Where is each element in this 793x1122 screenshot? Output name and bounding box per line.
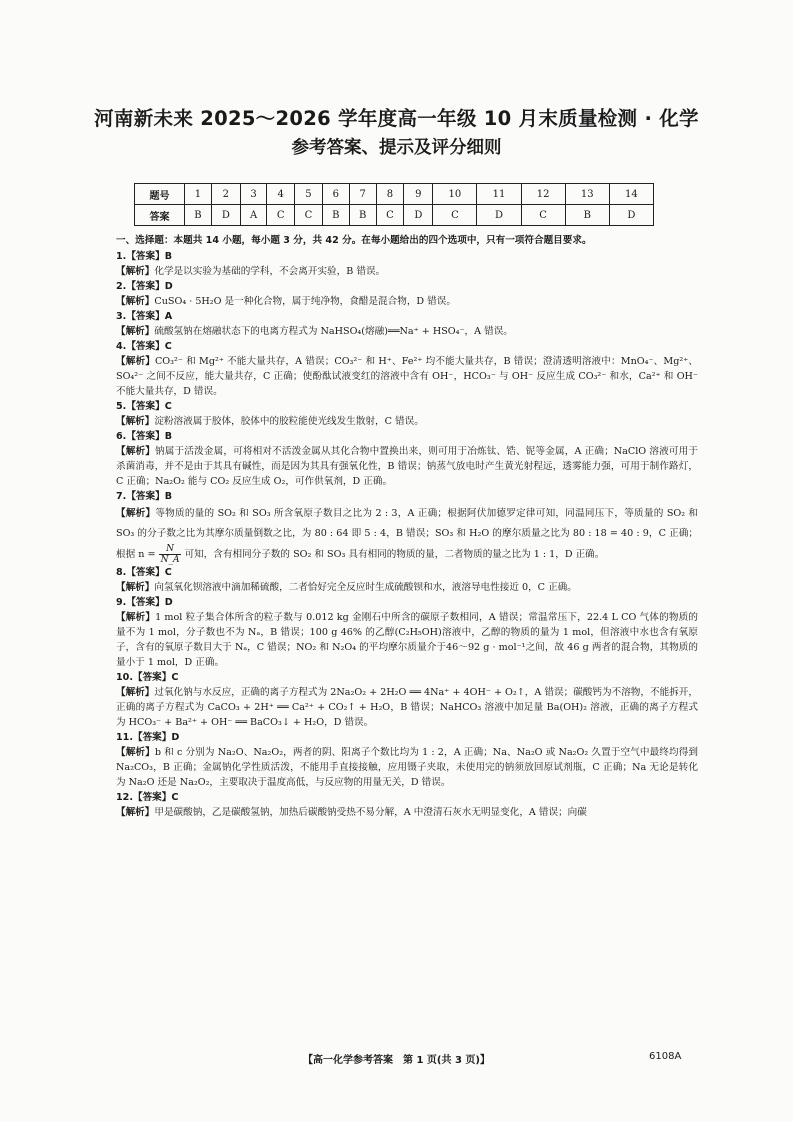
analysis-paragraph (116, 504, 698, 565)
qnum-cell: 10 (433, 184, 477, 205)
analysis-tag: 【解析】 (116, 356, 155, 367)
qnum-cell: 9 (404, 184, 433, 205)
answer-cell: D (211, 205, 240, 226)
qnum-cell: 8 (376, 184, 404, 205)
question-number-row (135, 184, 654, 205)
analysis-text: 向氢氧化钡溶液中滴加稀硫酸，二者恰好完全反应时生成硫酸钡和水，液溶导电性接近 0，C 正确。 (154, 582, 577, 593)
explanations (116, 249, 698, 820)
qnum-cell: 7 (349, 184, 376, 205)
answer-line: 3.【答案】A (116, 311, 173, 322)
answer-cell: B (349, 205, 376, 226)
analysis-text: 甲是碳酸钠，乙是碳酸氢钠，加热后碳酸钠受热不易分解，A 中澄清石灰水无明显变化，A 错误；向碳 (154, 807, 587, 818)
analysis-tag: 【解析】 (116, 807, 155, 818)
qnum-cell: 11 (477, 184, 521, 205)
answer-cell: D (609, 205, 653, 226)
answer-line: 12.【答案】C (116, 792, 179, 803)
analysis-text: 化学是以实验为基础的学科，不会离开实验，B 错误。 (154, 266, 386, 277)
qnum-cell: 12 (521, 184, 565, 205)
answer-cell: B (185, 205, 212, 226)
answer-line: 1.【答案】B (116, 251, 173, 262)
qnum-cell: 14 (609, 184, 653, 205)
answer-line: 8.【答案】C (116, 567, 172, 578)
fraction-numerator: N (159, 544, 182, 555)
answer-line: 5.【答案】C (116, 401, 172, 412)
fraction-denominator: N_A (160, 555, 180, 565)
analysis-text-continued: 可知，含有相同分子数的 SO₂ 和 SO₃ 具有相同的物质的量，二者物质的量之比为 1 : 1，D 正确。 (181, 549, 605, 560)
analysis-paragraph (116, 414, 698, 429)
qnum-cell: 13 (565, 184, 609, 205)
analysis-text: CuSO₄ · 5H₂O 是一种化合物，属于纯净物，食醋是混合物，D 错误。 (154, 296, 456, 307)
answer-line: 2.【答案】D (116, 281, 173, 292)
analysis-text: 等物质的量的 SO₂ 和 SO₃ 所含氧原子数目之比为 2 : 3，A 正确；根据阿伏加德罗定律可知，同温同压下，等质量的 SO₂ 和 SO₃ 的分子数之比为其摩尔质量倒数之比，为 80 : 64 即 5 : 4，B 错误；SO₃ 和 H₂O 的摩尔质量之比为 80 : 18 = 40 : 9，C 正确；根据 n = (116, 508, 698, 560)
analysis-paragraph (116, 580, 698, 595)
answer-cell: C (295, 205, 323, 226)
analysis-paragraph (116, 444, 698, 489)
answer-line: 7.【答案】B (116, 491, 173, 502)
analysis-tag: 【解析】 (116, 326, 155, 337)
answer-cell: C (433, 205, 477, 226)
answer-row (135, 205, 654, 226)
analysis-tag: 【解析】 (116, 687, 155, 698)
qnum-cell: 5 (295, 184, 323, 205)
page-title: 河南新未来 2025～2026 学年度高一年级 10 月末质量检测 · 化学 (94, 107, 699, 130)
answer-cell: B (565, 205, 609, 226)
analysis-tag: 【解析】 (116, 508, 156, 519)
answer-cell: D (477, 205, 521, 226)
analysis-paragraph (116, 354, 698, 399)
analysis-paragraph (116, 745, 698, 790)
analysis-tag: 【解析】 (116, 416, 155, 427)
answer-cell: B (322, 205, 349, 226)
analysis-tag: 【解析】 (116, 446, 156, 457)
analysis-text: 淀粉溶液属于胶体，胶体中的胶粒能使光线发生散射，C 错误。 (154, 416, 424, 427)
fraction (159, 544, 182, 565)
analysis-paragraph (116, 685, 698, 730)
answer-line: 9.【答案】D (116, 597, 173, 608)
answer-line: 4.【答案】C (116, 341, 172, 352)
row-label-answer: 答案 (135, 205, 185, 226)
analysis-text: 钠属于活泼金属，可将相对不活泼金属从其化合物中置换出来，则可用于冶炼钛、锆、铌等金属，A 正确；NaClO 溶液可用于杀菌消毒，并不是由于其具有碱性，而是因为其具有强氧化性，B 错误；钠蒸气放电时产生黄光射程远，透雾能力强，可用于制作路灯，C 正确；Na₂O₂ 能与 CO₂ 反应生成 O₂，可作供氧剂，D 正确。 (116, 446, 698, 487)
page-subtitle: 参考答案、提示及评分细则 (291, 138, 502, 158)
answer-cell: C (521, 205, 565, 226)
answer-line: 10.【答案】C (116, 672, 179, 683)
answer-cell: C (376, 205, 404, 226)
analysis-paragraph (116, 805, 698, 820)
analysis-tag: 【解析】 (116, 582, 155, 593)
analysis-paragraph (116, 324, 698, 339)
analysis-text: 硫酸氢钠在熔融状态下的电离方程式为 NaHSO₄(熔融)══Na⁺ + HSO₄⁻，A 错误。 (154, 326, 513, 337)
analysis-paragraph (116, 610, 698, 670)
qnum-cell: 1 (185, 184, 212, 205)
answer-cell: A (240, 205, 266, 226)
answer-line: 11.【答案】D (116, 732, 180, 743)
analysis-paragraph (116, 294, 698, 309)
qnum-cell: 3 (240, 184, 266, 205)
analysis-text: CO₃²⁻ 和 Mg²⁺ 不能大量共存，A 错误；CO₃²⁻ 和 H⁺、Fe²⁺ 均不能大量共存，B 错误；澄清透明溶液中：MnO₄⁻、Mg²⁺、SO₄²⁻ 之间不反应，能大量共存，C 正确；使酚酞试液变红的溶液中含有 OH⁻，HCO₃⁻ 与 OH⁻ 反应生成 CO₃²⁻ 和水，Ca²⁺ 和 OH⁻ 不能大量共存，D 错误。 (116, 356, 699, 397)
answer-table (134, 183, 654, 226)
analysis-tag: 【解析】 (116, 747, 155, 758)
analysis-tag: 【解析】 (116, 612, 156, 623)
qnum-cell: 6 (322, 184, 349, 205)
page-footer: 【高一化学参考答案 第 1 页(共 3 页)】 (303, 1055, 490, 1066)
section-heading: 一、选择题：本题共 14 小题，每小题 3 分，共 42 分。在每小题给出的四个选项中，只有一项符合题目要求。 (116, 235, 592, 246)
answer-line: 6.【答案】B (116, 431, 173, 442)
analysis-paragraph (116, 264, 698, 279)
answer-cell: D (404, 205, 433, 226)
analysis-text: 1 mol 粒子集合体所含的粒子数与 0.012 kg 金刚石中所含的碳原子数相同，A 错误；常温常压下，22.4 L CO 气体的物质的量不为 1 mol，分子数也不为 Nₐ，B 错误；100 g 46% 的乙醇(C₂H₅OH)溶液中，乙醇的物质的量为 1 mol，但溶液中水也含有氧原子，含有的氧原子数目大于 Nₐ，C 错误；NO₂ 和 N₂O₄ 的平均摩尔质量介于46～92 g · mol⁻¹之间，故 46 g 两者的混合物，其物质的量小于 1 mol，D 正确。 (116, 612, 698, 668)
analysis-tag: 【解析】 (116, 266, 155, 277)
qnum-cell: 2 (211, 184, 240, 205)
answer-cell: C (267, 205, 295, 226)
qnum-cell: 4 (267, 184, 295, 205)
analysis-tag: 【解析】 (116, 296, 155, 307)
row-label-number: 题号 (135, 184, 185, 205)
document-code: 6108A (649, 1051, 682, 1062)
analysis-text: b 和 c 分别为 Na₂O、Na₂O₂，两者的阴、阳离子个数比均为 1 : 2，A 正确；Na、Na₂O 或 Na₂O₂ 久置于空气中最终均得到 Na₂CO₃，B 正确；金属钠化学性质活泼，不能用手直接接触，应用镊子夹取，未使用完的钠须放回原试剂瓶，C 正确；Na 无论是转化为 Na₂O 还是 Na₂O₂，主要取决于温度高低，与反应物的用量无关，D 错误。 (116, 747, 698, 788)
analysis-text: 过氧化钠与水反应，正确的离子方程式为 2Na₂O₂ + 2H₂O ══ 4Na⁺ + 4OH⁻ + O₂↑，A 错误；碳酸钙为不溶物，不能拆开，正确的离子方程式为 CaCO₃ + 2H⁺ ══ Ca²⁺ + CO₂↑ + H₂O，B 错误；NaHCO₃ 溶液中加足量 Ba(OH)₂ 溶液，正确的离子方程式为 HCO₃⁻ + Ba²⁺ + OH⁻ ══ BaCO₃↓ + H₂O，D 错误。 (116, 687, 698, 728)
